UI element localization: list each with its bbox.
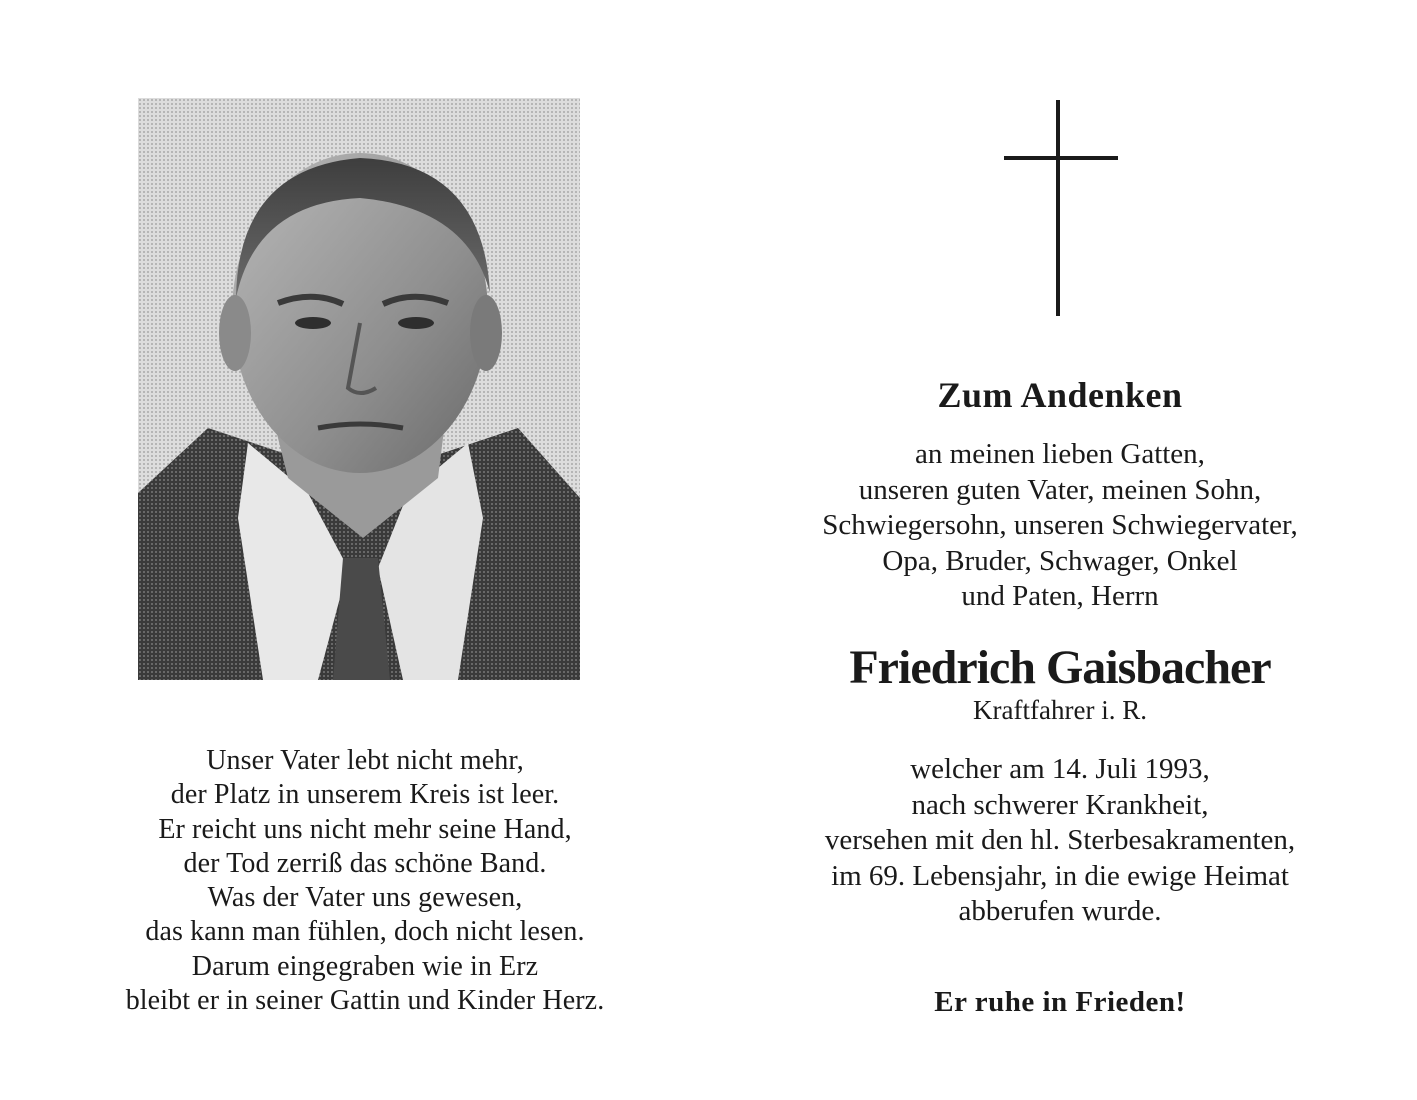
occupation: Kraftfahrer i. R. [973,695,1147,725]
death-line: welcher am 14. Juli 1993, [910,753,1210,785]
poem-line: der Platz in unserem Kreis ist leer. [170,779,560,811]
poem-line: Was der Vater uns gewesen, [207,882,523,914]
poem-line: der Tod zerriß das schöne Band. [183,847,547,879]
memorial-heading: Zum Andenken [937,375,1183,415]
death-line: abberufen wurde. [958,895,1162,927]
poem [60,744,670,1018]
death-line: im 69. Lebensjahr, in die ewige Heimat [831,859,1289,892]
portrait-photo-icon [138,98,580,680]
portrait-photo [138,98,580,680]
cross-icon [1004,100,1118,316]
poem-line: bleibt er in seiner Gattin und Kinder Herz. [125,985,605,1017]
intro-line: Opa, Bruder, Schwager, Onkel [882,544,1238,577]
death-line: nach schwerer Krankheit, [911,788,1209,821]
poem-line: Er reicht uns nicht mehr seine Hand, [158,813,572,845]
intro-line: und Paten, Herrn [961,580,1159,612]
poem-line: das kann man fühlen, doch nicht lesen. [145,916,585,948]
poem-line: Unser Vater lebt nicht mehr, [206,745,524,776]
intro-line: unseren guten Vater, meinen Sohn, [858,473,1262,506]
death-line: versehen mit den hl. Sterbesakramenten, [824,824,1296,856]
intro-text [760,437,1360,615]
intro-line: an meinen lieben Gatten, [915,438,1205,470]
intro-line: Schwiegersohn, unseren Schwiegervater, [822,509,1298,541]
deceased-name: Friedrich Gaisbacher [849,641,1271,694]
poem-line: Darum eingegraben wie in Erz [191,950,539,982]
death-text [760,752,1360,930]
closing-blessing: Er ruhe in Frieden! [934,986,1186,1018]
